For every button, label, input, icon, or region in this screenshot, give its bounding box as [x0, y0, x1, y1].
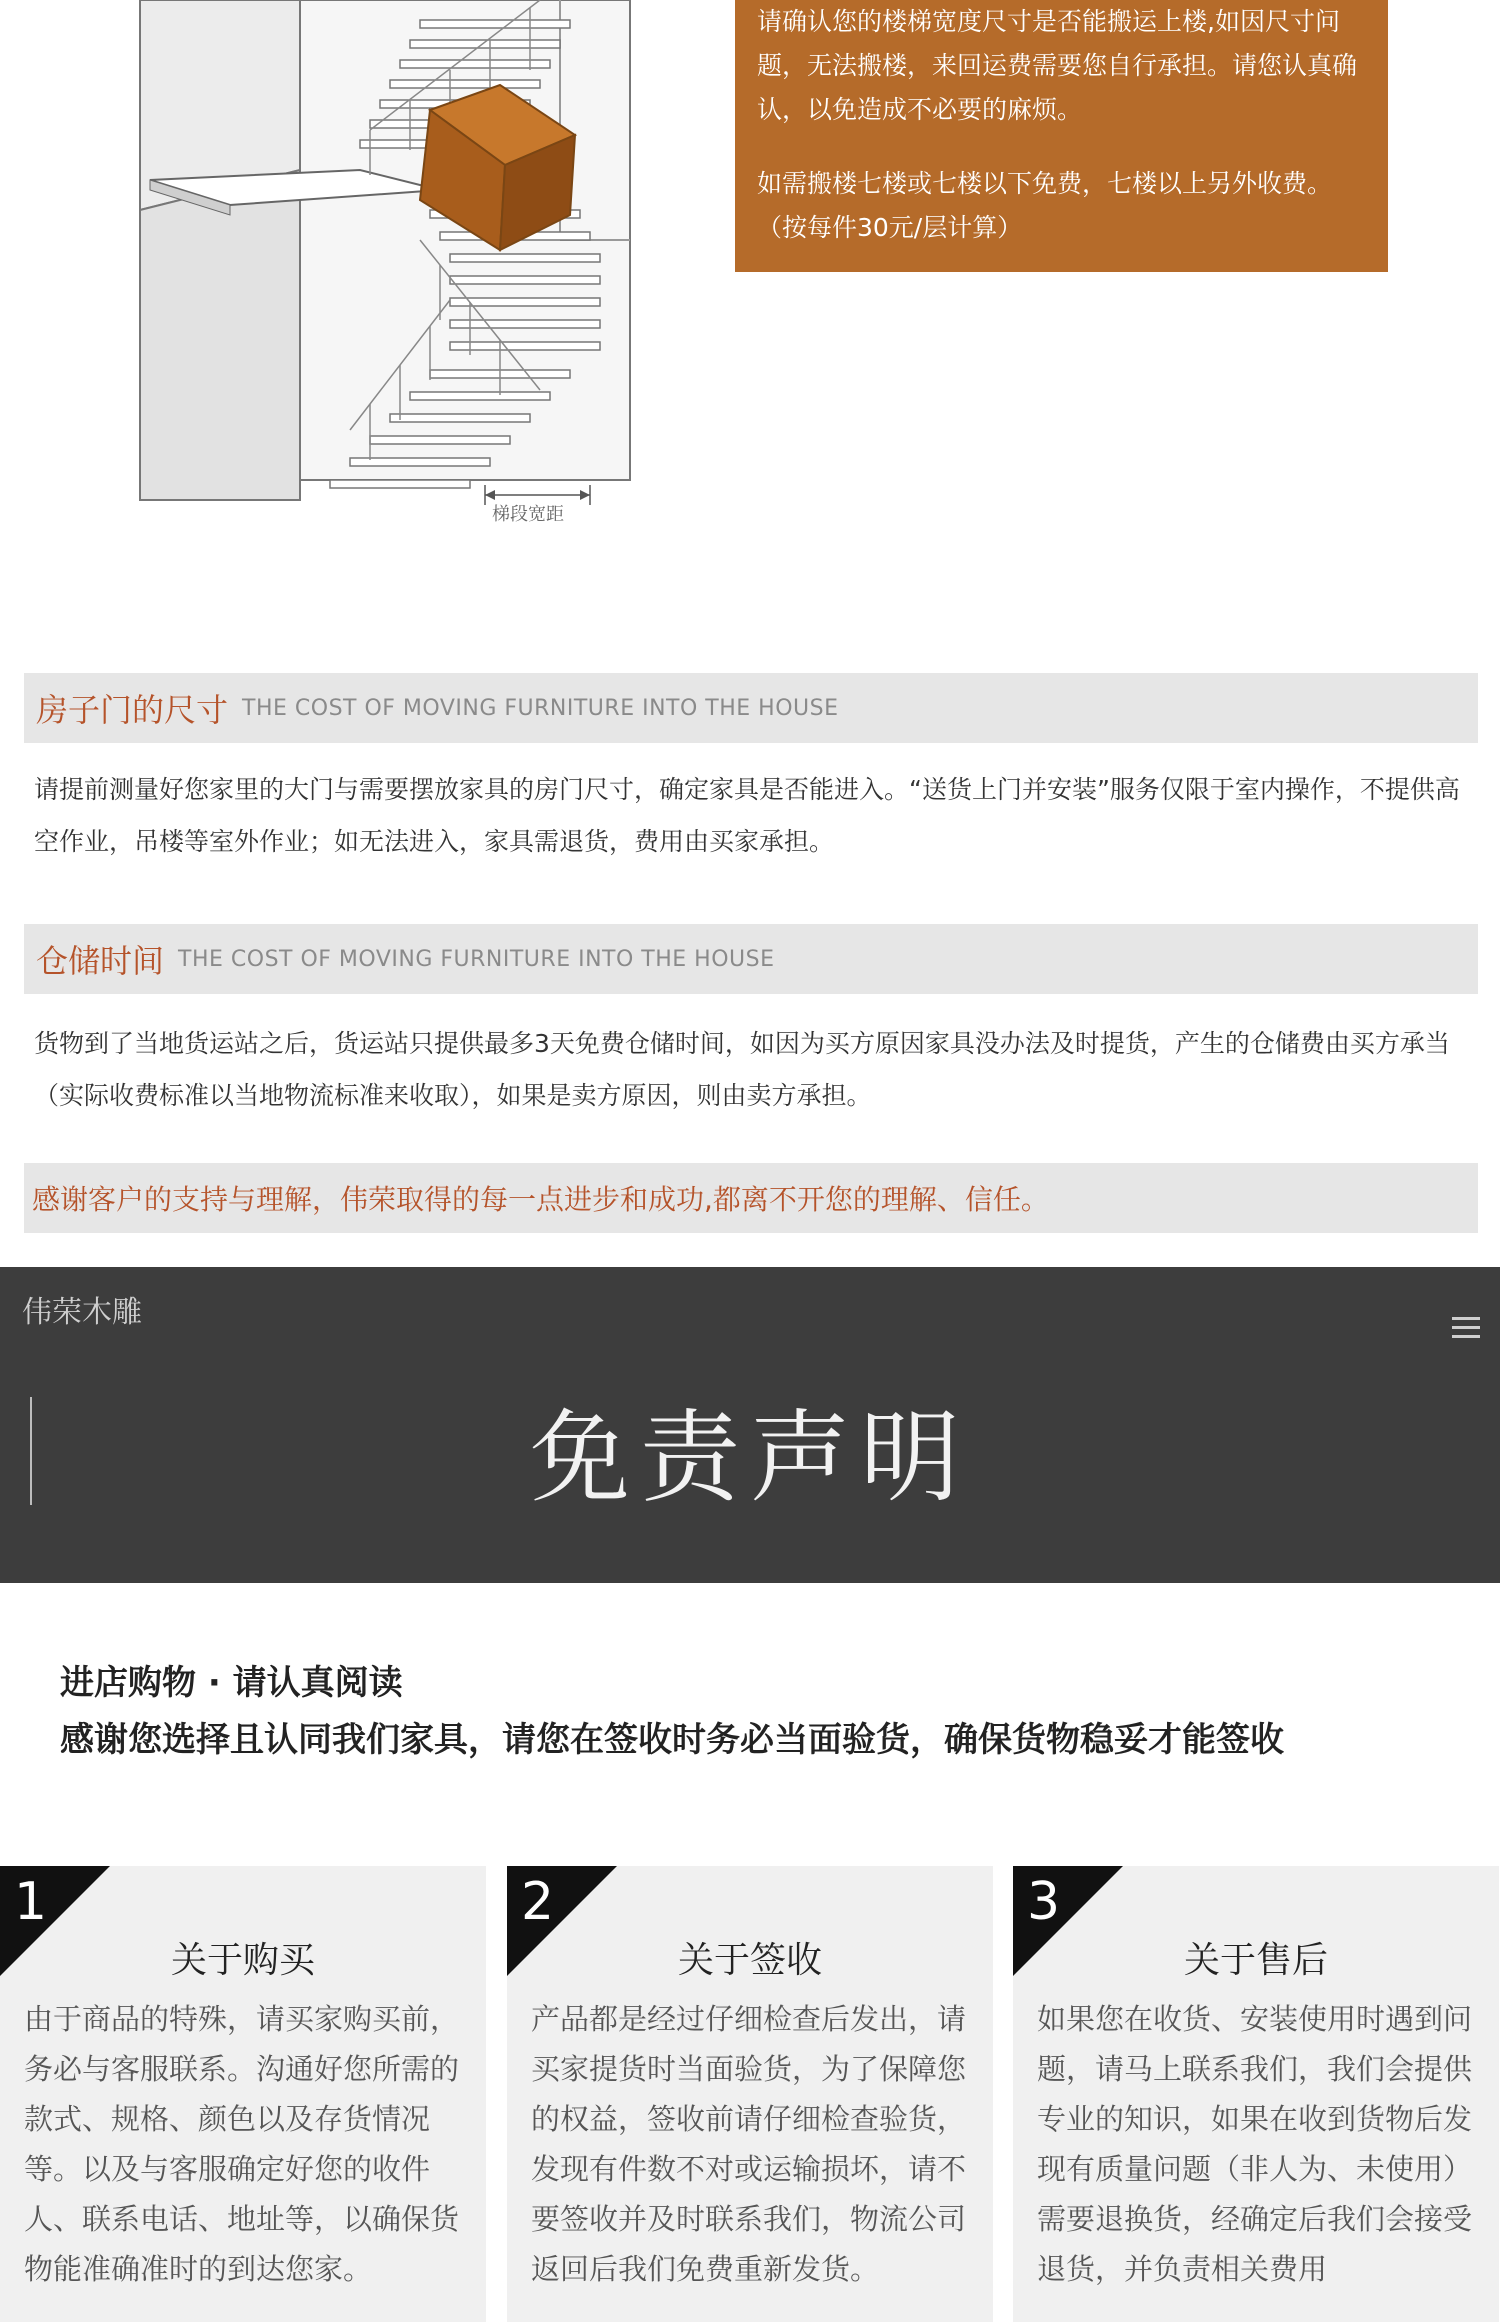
section-title: 房子门的尺寸: [36, 691, 229, 729]
notice-paragraph-1: 请确认您的楼梯宽度尺寸是否能搬运上楼,如因尺寸问题，无法搬楼，来回运费需要您自行承担。请您认真确认，以免造成不必要的麻烦。: [757, 7, 1358, 124]
section-subtitle: THE COST OF MOVING FURNITURE INTO THE HOUSE: [242, 695, 839, 721]
card-number: 2: [521, 1872, 555, 1932]
card-number: 3: [1027, 1872, 1061, 1932]
card-title: 关于签收: [677, 1940, 822, 1981]
intro-subheading: 感谢您选择且认同我们家具，请您在签收时务必当面验货，确保货物稳妥才能签收: [60, 1720, 1284, 1760]
intro-heading: 进店购物 · 请认真阅读: [60, 1663, 403, 1703]
menu-icon[interactable]: [1452, 1317, 1480, 1339]
section-text-storage-time: 货物到了当地货运站之后，货运站只提供最多3天免费仓储时间，如因为买方原因家具没办法及时提货，产生的仓储费由买方承当（实际收费标准以当地物流标准来收取），如果是卖方原因，则由卖方承担。: [34, 1029, 1450, 1110]
section-subtitle: THE COST OF MOVING FURNITURE INTO THE HOUSE: [178, 946, 775, 972]
notice-paragraph-2: 如需搬楼七楼或七楼以下免费，七楼以上另外收费。（按每件30元/层计算）: [757, 169, 1333, 242]
card-body: 由于商品的特殊，请买家购买前，务必与客服联系。沟通好您所需的款式、规格、颜色以及存货情况等。以及与客服确定好您的收件人、联系电话、地址等，以确保货物能准确准时的到达您家。: [24, 2002, 460, 2286]
section-text-door-size: 请提前测量好您家里的大门与需要摆放家具的房门尺寸，确定家具是否能进入。“送货上门并安装”服务仅限于室内操作，不提供高空作业，吊楼等室外作业；如无法进入，家具需退货，费用由买家承担。: [34, 775, 1460, 856]
stair-notice-box: [735, 0, 1388, 272]
banner-title: 免责声明: [530, 1399, 970, 1516]
card-purchase: [0, 1866, 486, 2322]
card-number: 1: [14, 1872, 48, 1932]
thanks-text: 感谢客户的支持与理解，伟荣取得的每一点进步和成功,都离不开您的理解、信任。: [32, 1183, 1049, 1216]
brand-name: 伟荣木雕: [22, 1295, 142, 1330]
section-header-door-size: [24, 673, 1478, 743]
card-title: 关于购买: [170, 1940, 315, 1981]
section-header-storage-time: [24, 924, 1478, 994]
card-body: 产品都是经过仔细检查后发出，请买家提货时当面验货，为了保障您的权益，签收前请仔细检查验货，发现有件数不对或运输损坏，请不要签收并及时联系我们，物流公司返回后我们免费重新发货。: [531, 2002, 967, 2286]
section-title: 仓储时间: [36, 942, 165, 980]
staircase-illustration: [120, 0, 660, 530]
card-receipt: [507, 1866, 993, 2322]
card-body: 如果您在收货、安装使用时遇到问题，请马上联系我们，我们会提供专业的知识，如果在收到货物后发现有质量问题（非人为、未使用）需要退换货，经确定后我们会接受退货，并负责相关费用: [1037, 2002, 1473, 2286]
thanks-bar: [24, 1163, 1478, 1233]
disclaimer-banner: [0, 1267, 1500, 1583]
card-after-sales: [1013, 1866, 1499, 2322]
card-title: 关于售后: [1183, 1940, 1328, 1981]
stair-width-label: 梯段宽距: [492, 504, 564, 525]
